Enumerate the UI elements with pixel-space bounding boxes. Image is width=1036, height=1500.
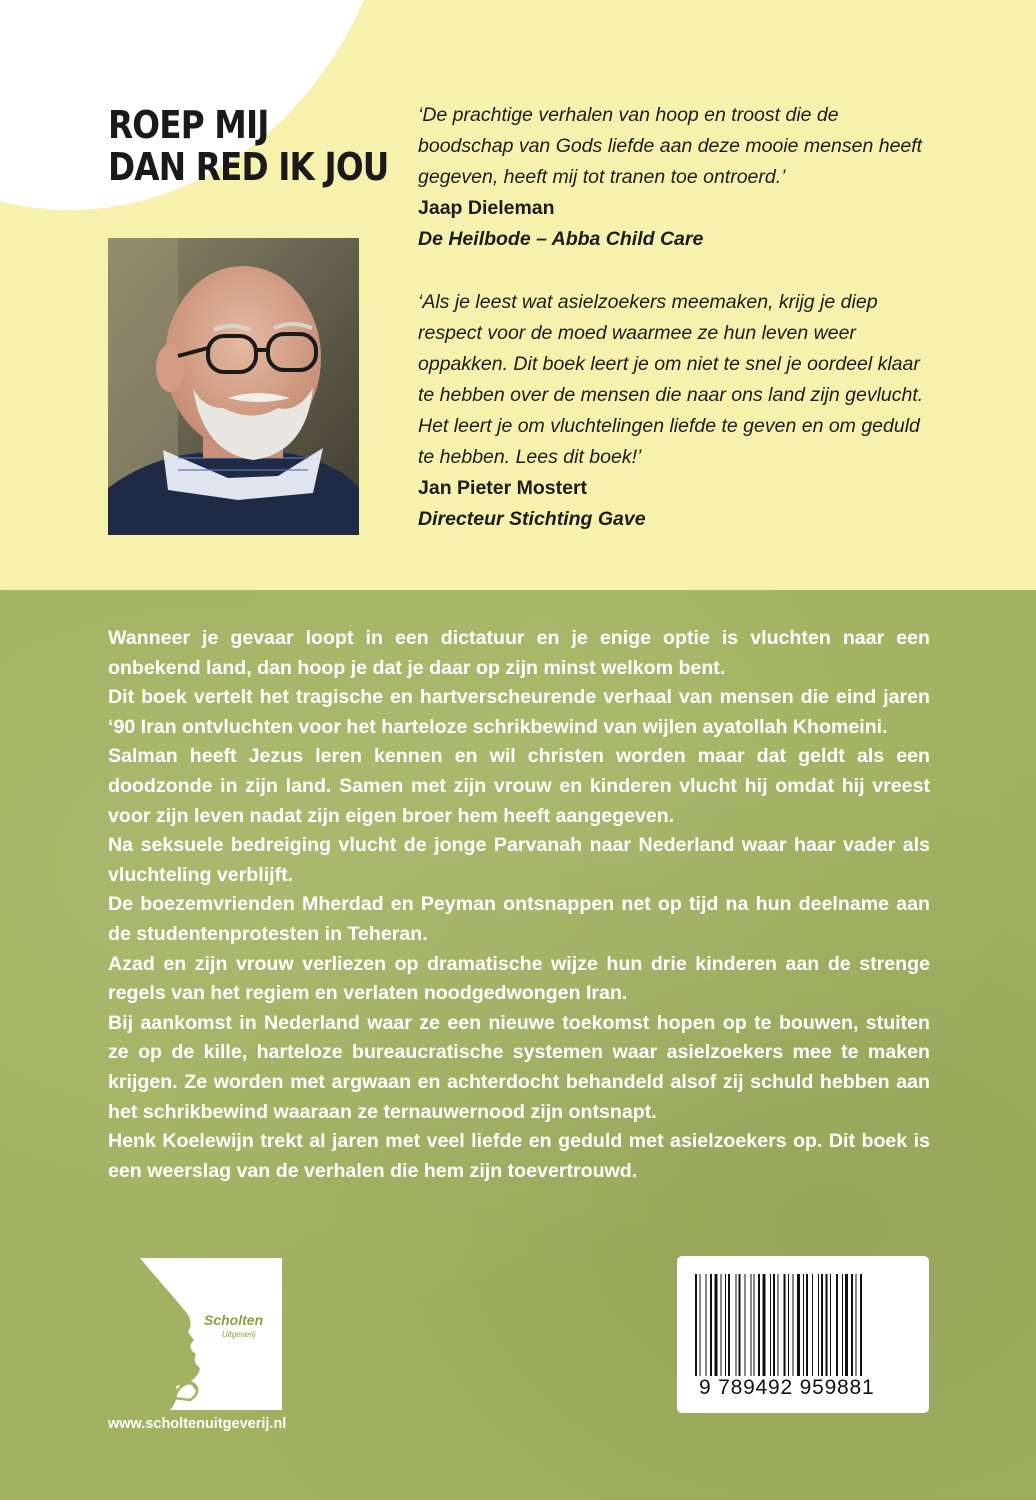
- author-portrait: [108, 238, 359, 535]
- quote-2-author: Jan Pieter Mostert: [418, 477, 588, 499]
- quote-1-author: Jaap Dieleman: [418, 197, 555, 219]
- barcode-bar: [770, 1274, 771, 1376]
- barcode-bar: [763, 1274, 766, 1376]
- barcode-bar: [745, 1274, 746, 1376]
- blurb-paragraph: Salman heeft Jezus leren kennen en wil christen worden maar dat geldt als een doodzonde in zijn land. Samen met zijn vrouw en kinderen vlucht hij omdat hij vreest voor zijn leven nadat zijn eigen broer hem heeft aangegeven.: [108, 745, 930, 827]
- barcode-bar: [788, 1274, 789, 1376]
- barcode-bar: [784, 1274, 786, 1376]
- barcode-bar: [803, 1274, 804, 1376]
- barcode-bar: [830, 1274, 831, 1376]
- barcode-bar: [778, 1274, 779, 1376]
- barcode-bar: [773, 1274, 775, 1376]
- barcode-bar: [700, 1274, 701, 1376]
- blurb-paragraph: Wanneer je gevaar loopt in een dictatuur en je enige optie is vluchten naar een onbekend land, dan hoop je dat je daar op zijn minst welkom bent.: [108, 627, 930, 679]
- isbn-number: 9 789492 959881: [699, 1376, 875, 1399]
- barcode-bar: [826, 1274, 828, 1376]
- barcode-bar: [736, 1274, 737, 1376]
- barcode-bar: [806, 1274, 808, 1376]
- barcode-bar: [836, 1274, 838, 1376]
- barcode-bar: [842, 1274, 843, 1376]
- publisher-website[interactable]: www.scholtenuitgeverij.nl: [108, 1416, 287, 1432]
- quote-2-text: ‘Als je leest wat asielzoekers meemaken, krijg je diep respect voor de moed waarmee ze hun leven weer oppakken. Dit boek leert je om niet te snel je oordeel klaar te hebben over de mensen die naar ons land zijn gevlucht. Het leert je om vluchtelingen liefde te geven en om geduld te hebben. Lees dit boek!’: [418, 291, 924, 468]
- isbn-barcode: [677, 1256, 929, 1413]
- quote-1-role: De Heilbode – Abba Child Care: [418, 228, 704, 250]
- quote-2-role: Directeur Stichting Gave: [418, 508, 646, 530]
- title-line-1: ROEP MIJ: [108, 103, 269, 147]
- endorsements: [418, 100, 938, 535]
- barcode-bar: [728, 1274, 730, 1376]
- barcode-bar: [856, 1274, 857, 1376]
- top-panel: [0, 0, 1036, 590]
- barcode-bar: [812, 1274, 813, 1376]
- bottom-panel: [0, 590, 1036, 1500]
- publisher-name-line2: Uitgeverij: [222, 1330, 256, 1339]
- quote-1-text: ‘De prachtige verhalen van hoop en troost die de boodschap van Gods liefde aan deze mooie mensen heeft gegeven, heeft mij tot tranen toe ontroerd.’: [418, 104, 923, 188]
- publisher-logo: [140, 1258, 282, 1410]
- barcode-bar: [715, 1274, 718, 1376]
- barcode-bar: [710, 1274, 712, 1376]
- barcode-bar: [739, 1274, 741, 1376]
- blurb-paragraph: Azad en zijn vrouw verliezen op dramatische wijze hun drie kinderen aan de strenge regels van het regiem en verlaten noodgedwongen Iran.: [108, 952, 930, 1005]
- title-line-2: DAN RED IK JOU: [108, 145, 389, 189]
- barcode-bar: [818, 1274, 819, 1376]
- barcode-bar: [721, 1274, 722, 1376]
- publisher-name-line1: Scholten: [204, 1312, 264, 1328]
- barcode-bar: [851, 1274, 853, 1376]
- barcode-bar: [754, 1274, 755, 1376]
- book-title: [108, 104, 388, 188]
- publisher-logo-mark: [140, 1258, 282, 1410]
- author-portrait-illustration: [108, 238, 359, 535]
- barcode-bar: [695, 1274, 697, 1376]
- barcode-bar: [821, 1274, 823, 1376]
- barcode-bar: [751, 1274, 752, 1376]
- barcode-bar: [793, 1274, 794, 1376]
- blurb-paragraph: Na seksuele bedreiging vlucht de jonge Parvanah naar Nederland waar haar vader als vluchteling verblijft.: [108, 834, 930, 886]
- blurb-paragraph: Bij aankomst in Nederland waar ze een nieuwe toekomst hopen op te bouwen, stuiten ze op de kille, harteloze bureaucratische systemen waar asielzoekers mee te maken krijgen. Ze worden met argwaan en achterdocht behandeld alsof zij schuld hebben aan het schrikbewind waaraan ze ternauwernood zijn ontsnapt.: [108, 1011, 930, 1123]
- barcode-bars: [695, 1274, 911, 1376]
- back-cover-blurb: [108, 624, 930, 1186]
- barcode-bar: [725, 1274, 726, 1376]
- blurb-paragraph: Dit boek vertelt het tragische en hartverscheurende verhaal van mensen die eind jaren ‘90 Iran ontvluchten voor het harteloze schrikbewind van wijlen ayatollah Khomeini.: [108, 686, 930, 738]
- barcode-bar: [706, 1274, 707, 1376]
- barcode-bar: [845, 1274, 848, 1376]
- barcode-bar: [758, 1274, 760, 1376]
- barcode-bar: [797, 1274, 800, 1376]
- barcode-bar: [860, 1274, 862, 1376]
- blurb-paragraph: Henk Koelewijn trekt al jaren met veel liefde en geduld met asielzoekers op. Dit boek is een weerslag van de verhalen die hem zijn toevertrouwd.: [108, 1130, 930, 1182]
- blurb-paragraph: De boezemvrienden Mherdad en Peyman ontsnappen net op tijd na hun deelname aan de studentenprotesten in Teheran.: [108, 893, 930, 945]
